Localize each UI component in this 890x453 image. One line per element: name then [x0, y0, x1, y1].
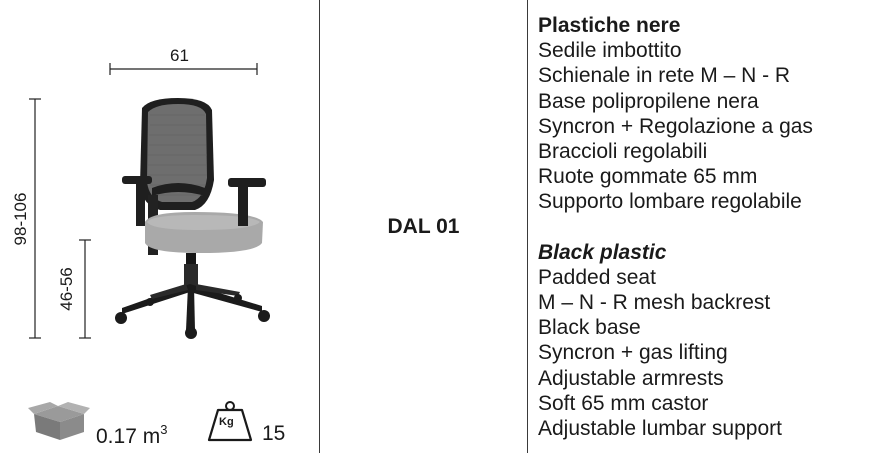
spec-en-item: Soft 65 mm castor [538, 391, 709, 415]
weight-value: 15 [262, 422, 286, 445]
box-icon [28, 402, 90, 442]
spec-en-item: Black base [538, 316, 641, 340]
weight-unit-label: Kg [219, 416, 234, 428]
model-name: DAL 01 [387, 215, 460, 238]
specs-it-heading: Plastiche nere [538, 14, 681, 37]
volume-value [96, 422, 167, 449]
spec-en-item: M – N - R mesh backrest [538, 291, 771, 315]
specifications [538, 13, 813, 441]
seat-height-dimension-label: 46-56 [57, 267, 76, 311]
spec-it-item: Sedile imbottito [538, 39, 682, 63]
volume-exponent: 3 [160, 422, 168, 437]
spec-it-item: Supporto lombare regolabile [538, 190, 802, 214]
height-dimension-label: 98-106 [11, 192, 30, 246]
spec-en-item: Padded seat [538, 265, 656, 289]
spec-it-item: Ruote gommate 65 mm [538, 165, 758, 189]
spec-it-item: Base polipropilene nera [538, 89, 759, 113]
volume-text: 0.17 m [96, 425, 161, 448]
width-dimension-label: 61 [170, 46, 189, 65]
chair-image [0, 0, 319, 400]
spec-it-item: Syncron + Regolazione a gas [538, 114, 813, 138]
spec-it-item: Braccioli regolabili [538, 140, 708, 164]
column-divider-right [527, 0, 528, 453]
spec-en-item: Syncron + gas lifting [538, 341, 728, 365]
spec-it-item: Schienale in rete M – N - R [538, 64, 791, 88]
spec-en-item: Adjustable lumbar support [538, 417, 782, 441]
spec-en-item: Adjustable armrests [538, 366, 724, 390]
specs-en-heading: Black plastic [538, 240, 667, 264]
